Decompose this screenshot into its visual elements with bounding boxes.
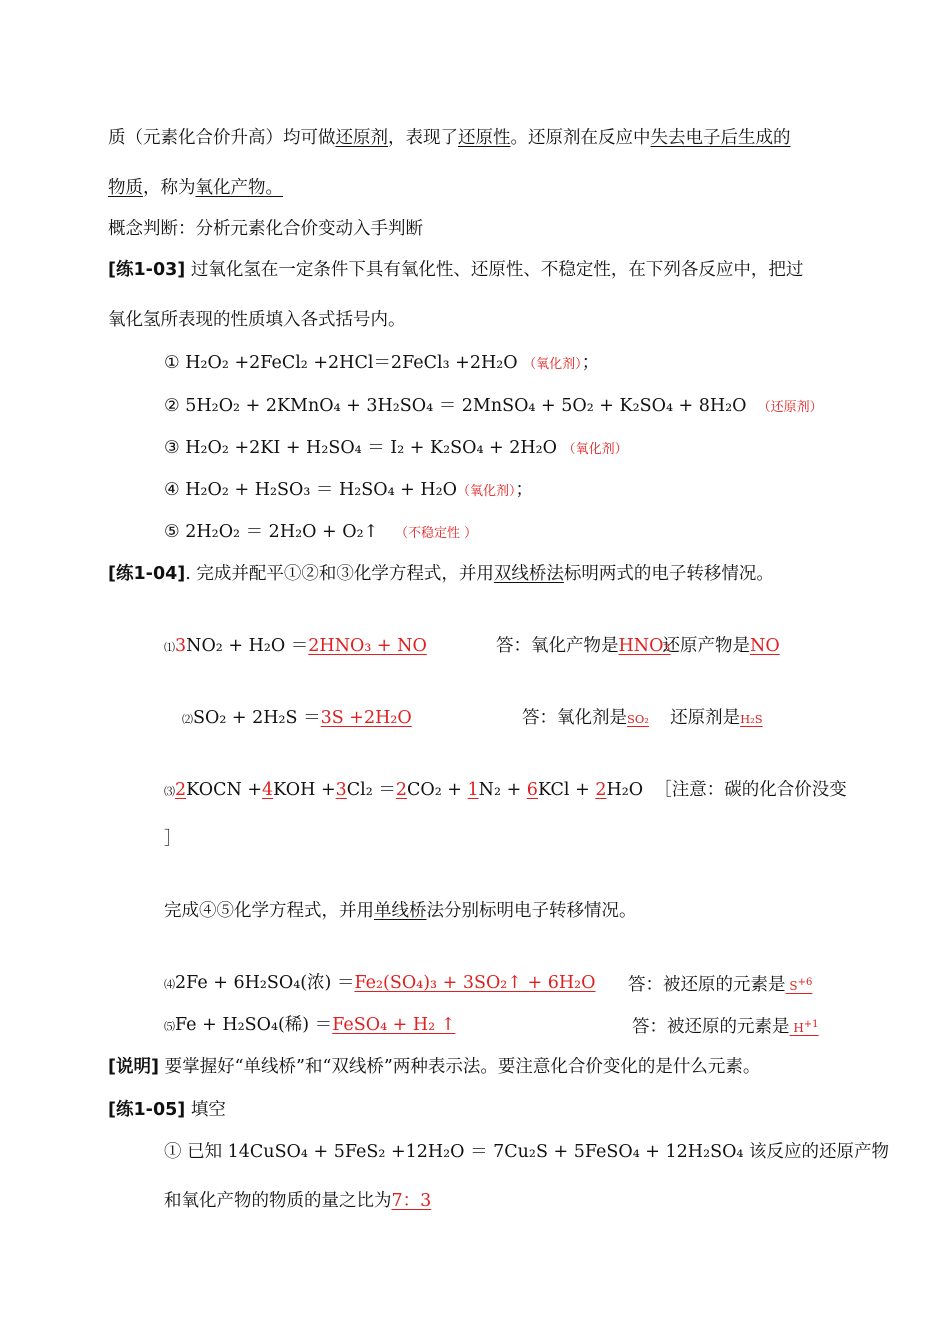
- text-span: ，称为: [143, 178, 196, 198]
- exercise-label: [练1-04]: [108, 564, 186, 584]
- equation-3: [164, 437, 628, 461]
- circled-number: ④: [164, 480, 180, 500]
- equation-term: H₂O: [606, 780, 644, 800]
- circled-number: ⑤: [164, 522, 180, 542]
- text-line-1: [108, 127, 791, 149]
- answer-coefficient: 3: [175, 636, 187, 656]
- equation-text: H₂O₂ +2KI + H₂SO₄ ＝ I₂ + K₂SO₄ + 2H₂O: [185, 438, 558, 458]
- equation-text: 5H₂O₂ + 2KMnO₄ + 3H₂SO₄ ＝ 2MnSO₄ + 5O₂ + K₂SO₄ + 8H₂O: [185, 396, 747, 416]
- answer-coefficient: 2: [175, 780, 187, 800]
- text-line-2: [108, 177, 283, 199]
- answer-property: （氧化剂）: [562, 442, 628, 457]
- question-number: ⑴: [164, 641, 175, 654]
- text-span: ，表现了: [388, 128, 458, 148]
- answer-blank: NO: [750, 636, 780, 656]
- answer-element: S: [789, 979, 798, 993]
- equation-term: CO₂ +: [406, 780, 468, 800]
- punctuation: ；: [515, 480, 534, 500]
- answer-label: 答：被还原的元素是: [628, 975, 786, 995]
- question-text: 和氧化产物的物质的量之比为: [164, 1191, 392, 1211]
- equation-5: [164, 521, 477, 545]
- question-4-equation: [164, 972, 604, 996]
- answer-element: H: [793, 1021, 804, 1035]
- circled-number: ①: [164, 353, 180, 373]
- answer-coefficient: 2: [595, 780, 607, 800]
- question-4-answer: [628, 972, 836, 997]
- answer-blank: SO₂: [627, 712, 649, 726]
- answer-coefficient: 4: [262, 780, 274, 800]
- equation-2: [164, 395, 823, 419]
- equation-lhs: SO₂ + 2H₂S ＝: [193, 708, 321, 728]
- equation-term: KOH +: [273, 780, 336, 800]
- equation-term: Cl₂ ＝: [346, 780, 396, 800]
- question-number: ⑶: [164, 785, 175, 798]
- question-number: ⑷: [164, 978, 175, 991]
- answer-label: 答：被还原的元素是: [632, 1017, 790, 1037]
- equation-lhs: Fe + H₂SO₄(稀) ＝: [175, 1015, 333, 1035]
- answer-blank: 3S +2H₂O: [320, 708, 412, 728]
- answer-property: （还原剂）: [757, 400, 823, 415]
- exercise-1-05-header: [108, 1099, 226, 1121]
- exercise-text: . 完成并配平①②和③化学方程式，并用: [185, 564, 494, 584]
- exercise-label: [练1-05]: [108, 1100, 186, 1120]
- answer-coefficient: 6: [526, 780, 538, 800]
- note-text: ［注意：碳的化合价没变: [654, 780, 847, 800]
- exercise-1-03-header: [108, 259, 803, 281]
- question-1-answer: [496, 635, 788, 657]
- text-span: 。还原剂在反应中: [510, 128, 651, 148]
- note-text: 要掌握好“单线桥”和“双线桥”两种表示法。要注意化合价变化的是什么元素。: [164, 1057, 761, 1077]
- question-5-equation: [164, 1014, 458, 1038]
- answer-label: 还原产物是: [662, 636, 750, 656]
- answer-label: 还原剂是: [670, 708, 741, 728]
- answer-label: 答：氧化剂是: [522, 708, 627, 728]
- text-span: 法分别标明电子转移情况。: [426, 901, 637, 921]
- exercise-1-03-text2: 氧化氢所表现的性质填入各式括号内。: [108, 310, 406, 330]
- equation-term: KCl +: [537, 780, 596, 800]
- answer-property: （氧化剂）: [457, 484, 516, 499]
- exercise-text: 填空: [190, 1100, 226, 1120]
- equation-term: N₂ +: [478, 780, 527, 800]
- concept-judgement: 概念判断：分析元素化合价变动入手判断: [108, 219, 423, 239]
- exercise-1-05-q1: [164, 1141, 889, 1163]
- equation-lhs: NO₂ + H₂O ＝: [186, 636, 309, 656]
- circled-number: ③: [164, 438, 180, 458]
- answer-label: 答：氧化产物是: [496, 636, 619, 656]
- single-bridge-instruction: [164, 900, 637, 922]
- equation-1: [164, 352, 599, 376]
- question-2-answer: [522, 707, 774, 730]
- answer-blank: HNO₃: [618, 636, 671, 656]
- question-3-note-end: ］: [164, 829, 182, 849]
- note-line: [108, 1056, 760, 1078]
- equation-text: H₂O₂ +2FeCl₂ +2HCl＝2FeCl₃ +2H₂O: [185, 353, 518, 373]
- answer-coefficient: 3: [335, 780, 347, 800]
- answer-blank: 7：3: [391, 1191, 432, 1211]
- exercise-label: [练1-03]: [108, 260, 186, 280]
- text-span: 质（元素化合价升高）均可做: [108, 128, 336, 148]
- answer-blank: Fe₂(SO₄)₃ + 3SO₂↑ + 6H₂O: [354, 973, 596, 993]
- answer-property: （氧化剂）: [523, 357, 582, 372]
- equation-4: [164, 479, 533, 503]
- punctuation: ；: [581, 353, 600, 373]
- exercise-1-04-header: [108, 563, 774, 585]
- underlined-term: 双线桥法: [493, 564, 564, 584]
- underlined-term: 还原剂: [335, 128, 388, 148]
- question-1-equation: [164, 635, 427, 659]
- answer-coefficient: 1: [467, 780, 479, 800]
- question-number: ⑵: [182, 713, 193, 726]
- answer-blank: H₂S: [740, 712, 763, 726]
- text-span: 完成④⑤化学方程式，并用: [164, 901, 374, 921]
- equation-term: KOCN +: [186, 780, 263, 800]
- circled-number: ②: [164, 396, 180, 416]
- underlined-term: 氧化产物。: [195, 178, 283, 198]
- question-3-equation: [164, 779, 847, 803]
- exercise-text: 过氧化氢在一定条件下具有氧化性、还原性、不稳定性，在下列各反应中，把过: [190, 260, 804, 280]
- equation-lhs: 2Fe + 6H₂SO₄(浓) ＝: [175, 973, 355, 993]
- question-2-equation: [182, 707, 412, 731]
- question-5-answer: [632, 1014, 832, 1039]
- underlined-term: 失去电子后生成的: [650, 128, 791, 148]
- answer-coefficient: 2: [395, 780, 407, 800]
- equation-text: 2H₂O₂ ＝ 2H₂O + O₂↑: [185, 522, 379, 542]
- equation-text: H₂O₂ + H₂SO₃ ＝ H₂SO₄ + H₂O: [185, 480, 458, 500]
- underlined-term: 物质: [108, 178, 143, 198]
- answer-property: （不稳定性 ）: [394, 526, 478, 541]
- exercise-text: 标明两式的电子转移情况。: [563, 564, 774, 584]
- answer-blank: 2HNO₃ + NO: [308, 636, 427, 656]
- underlined-term: 还原性: [458, 128, 511, 148]
- answer-charge: +6: [797, 977, 813, 988]
- question-text: 已知 14CuSO₄ + 5FeS₂ +12H₂O ＝ 7Cu₂S + 5FeSO₄ + 12H₂SO₄ 该反应的还原产物: [187, 1142, 889, 1162]
- note-label: [说明]: [108, 1057, 159, 1077]
- exercise-1-05-q1-line2: [164, 1190, 450, 1212]
- question-number: ⑸: [164, 1020, 175, 1033]
- circled-number: ①: [164, 1142, 182, 1162]
- answer-blank: FeSO₄ + H₂ ↑: [332, 1015, 456, 1035]
- underlined-term: 单线桥: [374, 901, 427, 921]
- answer-charge: +1: [803, 1019, 819, 1030]
